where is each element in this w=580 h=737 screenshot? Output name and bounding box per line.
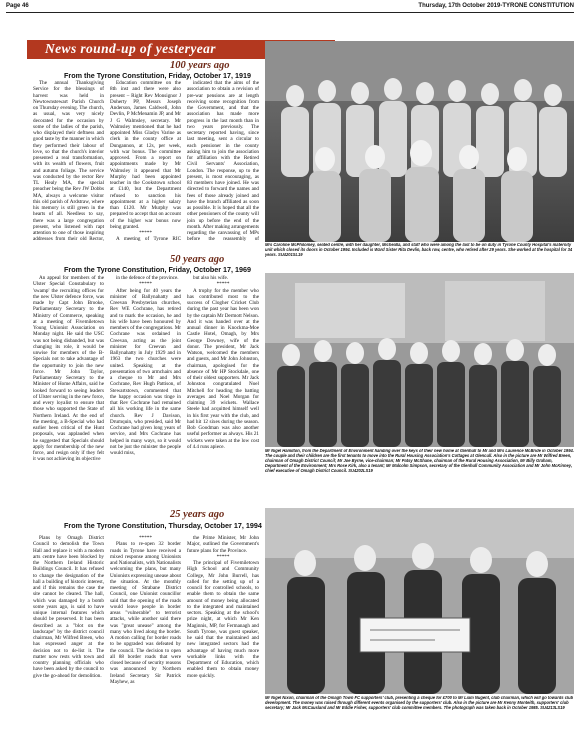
article-column [33, 275, 104, 505]
paragraph: in the defence of the province. [116, 275, 179, 281]
issue-line: Thursday, 17th October 2019-TYRONE CONSTITUTION [418, 3, 574, 9]
paragraph: A meeting of Tyrone RIC [116, 236, 181, 242]
article-column [110, 80, 181, 242]
paragraph: but also his wife. [193, 275, 229, 281]
header-rule [6, 12, 574, 13]
paragraph: Plans by Omagh District Council to demolish the Town Hall and replace it with a modern arts centre have been blocked by the Northern Ireland Historic Buildings Council. It has refused to change the designation of the hall a building of historic interest, and if this remains the case the site cannot be cleared. The hall, which was damaged by a bomb some years ago, is said to have unique internal features which should be preserved. It has been described as a "blot on the landscape" by the district council chairman, Mr Wilfred Breen, who has expressed anger at the decision not to de-list it. The matter now rests with town and country planning officials who have been asked by the council to give the go-ahead for demolition. [33, 535, 104, 679]
separator: ***** [139, 535, 152, 541]
paragraph: The principal of Fivemiletown High School and Community College, Mr John Burrell, has called for the setting up of a council for controlled schools, to enable them to obtain the same amount of money being allocated to the integrated and maintained sectors. Speaking at the school's prize night, at which Mr Ken Maginnis, MP, for Fermanagh and South Tyrone, was guest speaker, he said that the maintained and new integrated sectors had the advantage of having much more workable links with the Department of Education, which enabled them to obtain money more quickly. [187, 560, 259, 679]
section-heading-50-years: 50 years ago [170, 254, 225, 265]
article-column [187, 80, 259, 242]
section-heading-100-years: 100 years ago [170, 60, 230, 71]
paragraph: Education committee on the 8th inst and there were also present – Right Rev Monsignor J Doherty PP, Messrs Joseph Anderson, James Caldwell, John Devlin, P McMenamin JP, and Mr J G Walmsley, secretary. Mr Walmsley mentioned that he had appointed Miss Gladys Varine as clerk in the county office at Dungannon, at 12s, per week, with war bonus. The committee approved. From a report on appointments made by Mr Walmsley it appeared that Mr Murphy had been appointed teacher in the Cookstown school at £140, but the Department refused to sanction his appointment at a higher salary than £120. Mr Murphy was prepared to accept that on account of the higher war bonus now being granted. [110, 80, 181, 230]
article-column [33, 535, 104, 733]
photo-caption: Mr Nigel Nixon, chairman of the Omagh Town FC supporters' club, presenting a cheque for £700 to Mr Liam Nugent, club chairman, which will go towards club development. The money was raised through different events organised by the supporters' club. Also in the picture are Mr Kenny Monteith, supporters' club secretary; Mr Jack McCausland and Mr Eddie Fisher, supporters' club committee members. The photograph was taken back in October 1985. SU4213LS19 [265, 696, 574, 710]
photo-maternity-staff [265, 41, 574, 242]
photo-glenhull-keys [265, 273, 574, 447]
photo-caption: Mr Nigel Hamilton, from the Department of Environment handing over the keys of their new home at Glenhull to Mr and Mrs Laurence McBride in October 1994. The couple and their children are the first tenants to move into the Rural Housing Association's Cottages at Glencull. Also in the picture are Mr Wilfred Breen, chairman of Omagh District Council; Mr Joe Byrne, vice-chairman; Mr Patsy McShane, chairman of the Rural Housing Association, Mr Billy Graham, Department of the Environment; Mrs Rose Kirk, also a tenant; Mr Malcolm Simpson, secretary of the Glenhull Community Association and Mr John McKinney, chief executive of Omagh District Council. SU4202LS19 [265, 449, 574, 473]
photo-supporters-club [265, 508, 574, 694]
banner-title: News round-up of yesteryear [45, 41, 216, 56]
paragraph: An appeal for members of the Ulster Special Constabulary to 'swamp' the recruiting offices for the new Ulster defence force, was made by Capt John Brooke, Parliamentary Secretary to the Ministry of Commerce, speaking at a meeting of Fivemiletown Young Unionist Association on Monday night. He said the USC was not being disbanded, but was changing its role, it would be unwise for members of the B-Specials not to take advantage of the opportunity to join the new force. Mr John Taylor, Parliamentary Secretary to the Minister of Home Affairs, said he looked forward to seeing leaders of Ulster serving in the new force, and every loyalist to ensure that those who supported the State of Northern Ireland. At the end of the meeting, a B-Special who had earlier been critical of the Hunt proposals, was applauded when he suggested that Specials should apply for membership of the new force, and resign only if they felt it was not achieving its objective [33, 275, 104, 463]
article-column [187, 275, 259, 505]
paragraph: A trophy for the member who has contributed most to the success of Clogher Cricket Club during the past year has been won by the captain Mr Dermott Nelson. And it was handed over at the annual dinner in Knockma-Moe Castle Hotel, Omagh, by Mrs George Downey, wife of the donor. The president, Mr Jack Watson, welcomed the members and guests, and Mr John Johnston, chairman, apologised for the absence of Mr HP Stockdale, one of their oldest supporters. Mr Jack Johnston congratulated Noel Mitchell for heading the batting averages and Noel Morgan for claiming 39 wickets. Wallace Steele had acquitted himself well in his first year with the club, and had hit 12 sixes during the season. Bob Goodman was also another useful performer as always. His 21 wickets were taken at the low cost of 4.4 runs apiece. [187, 287, 259, 450]
photo-caption: Mrs Caroline McPhilomey, seated centre, with her daughter, Michealla, and staff who were among the last to be on duty in Tyrone County Hospital's maternity unit which closed its doors in October 1994. Included is Ward Sister Rita Devlin, back row, centre, who retired after 29 years. She worked at the hospital for 34 years. SU4201SL19 [265, 243, 573, 257]
section-heading-25-years: 25 years ago [170, 509, 225, 520]
section-source-1919: From the Tyrone Constitution, Friday, October 17, 1919 [64, 71, 252, 80]
paragraph: Plans to re-open 32 border roads in Tyrone have received a mixed response among Unionists and Nationalists, with Nationalists welcoming the plans, but many Unionists expressing unease about the situation. At the monthly meeting of Strabane District Council, one Unionist councillor said that the opening of the roads would leave people in border areas "vulnerable" to terrorist attacks, while another said there was "great unease" among the many who lived along the border. A motion calling for border roads to be upgraded was defeated by the council. The decision to open all 88 border roads that were closed because of security reasons was announced by Northern Ireland Secretary Sir Patrick Mayhew, as [110, 541, 181, 685]
article-column [110, 275, 181, 505]
article-column [33, 80, 104, 242]
separator: ***** [139, 230, 152, 236]
page-number: Page 46 [6, 3, 29, 9]
separator: ***** [216, 553, 230, 560]
paragraph: the Prime Minister, Mr John Major, outlined the Government's future plans for the Province. [187, 535, 259, 554]
article-column [110, 535, 181, 733]
section-source-1969: From the Tyrone Constitution, Friday, October 17, 1969 [64, 265, 252, 274]
paragraph: The annual Thanksgiving Service for the blessings of harvest was held in Newtownstewart Parish Church on Thursday evening. The church, as usual, was very nicely decorated for the occasion by some of the ladies of the parish, who displayed their deftness and good taste by the manner in which they performed their labour of love, so that the church's interior presented a real transformation, with its wealth of flowers, fruit and autumn foliage. The service was conducted by the rector Rev TL Healy MA, the special preacher being the Rev JW Dobbs MA, always a welcome visitor this old parish of Ardstraw, where his memory is still green in the hearts of all. Needless to say, there was a large congregation present, who listened with rapt attention to one of those inspiring addresses from their old Rector, [33, 80, 104, 242]
section-source-1994: From the Tyrone Constitution, Thursday, October 17, 1994 [64, 521, 262, 530]
paragraph: After being for 40 years the minister of Ballynahatty and Creevan Presbyterian churches, Rev WE Cochrane, has retired and to mark the occasion, he and his wife have been honoured by members of the congregations. Mr Cochrane was ordained in Creevan, acting as the joint minister for Creevan and Ballynahatty in July 1929 and in 1963 the two churches were united. Speaking at the presentation of two armchairs and a cheque to Mr and Mrs Cochrane, Rev Hugh Pattison, of Stewartstown, commented that the happy occasion was tinge in that Rev Cochrane had remained all his working life in the same church. Rev J Davison, Drumquin, who presided, said Mr Cochrane had given long years of service, and Mrs Cochrane has helped in many ways, so it would not be just the minister the people would miss, [110, 287, 181, 456]
paragraph: indicated that the aims of the association to obtain a revision of pre-war pensions are at length receiving some recognition from the Government, and that the association has made more progress in the last month than in two years previously. The secretary reported having, since last meeting, sent a circular to each pensioner in the county asking him to join the association for affiliation with the Retired Civil Servants' Association, London. The response, up to the present, is most encouraging, as 83 members have joined. He was directed to forward the names and fees of those already joined and have the branch affiliated as soon as possible. It is hoped that all the other pensioners of the county will join up before the end of the month. After making arrangements regarding the canvassing of MPs before the reassembly of [187, 80, 259, 242]
separator: ***** [216, 281, 230, 288]
article-column [187, 535, 259, 733]
separator: ***** [139, 281, 152, 288]
